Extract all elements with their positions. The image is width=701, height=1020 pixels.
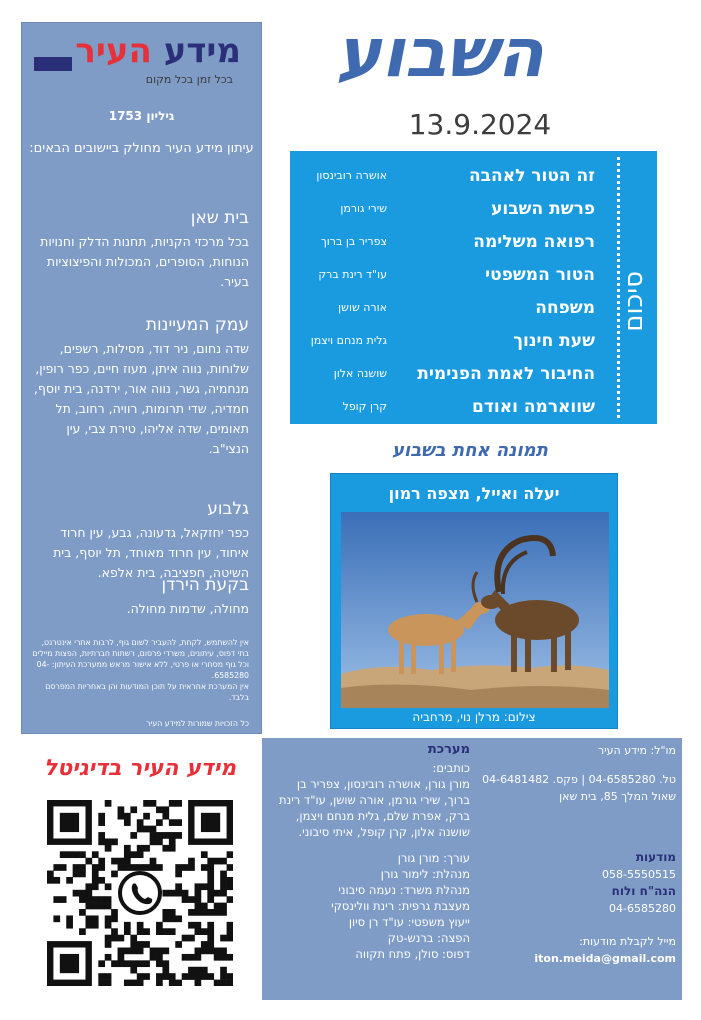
publisher-address: שאול המלך 85, בית שאן [559,790,676,803]
column-author: גלית מנחם ויצמן [310,334,387,347]
logo-word-blue: מידע [163,31,241,71]
photo-card [330,473,618,729]
editorial-heading: מערכת [427,742,470,757]
logo-tagline: בכל זמן בכל מקום [145,73,233,86]
ibex-illustration [341,512,609,708]
staff-row: הפצה: ברנש-טק [387,931,470,945]
contents-item[interactable] [295,291,595,324]
region-gilboa [31,499,249,583]
masthead-logo [32,31,253,91]
ibex-photo[interactable] [341,512,609,708]
region-bikat-hayarden [31,575,249,619]
region-places: בכל מרכזי הקניות, תחנות הדלק וחנויות הנוחות, הסופרים, המכולות והפיצוציות בעיר. [40,234,249,289]
publisher-phones[interactable]: טל. 04-6585280 | פקס. 04-6481482 [482,773,676,786]
logo-badge [34,57,72,71]
email-link[interactable]: iton.meida@gmail.com [534,952,676,965]
staff-row: מעצבת גרפית: רינת וולינסקי [331,899,470,913]
column-author: קרן קופל [342,400,387,413]
contents-item[interactable] [295,192,595,225]
writers-list: מורן גורן, אושרה רובינסון, צפריר בן ברוך, שירי גורמן, אורה שושן, עו"ד רינת ברק, אפרת שלם, גלית מנחם ויצמן, שושנה אלון, קרן קופל, איתי סיבוני. [279,777,470,839]
column-title: שווארמה ואודם [472,396,595,417]
region-beit-shean [31,208,249,292]
writers-label: כותבים: [432,761,470,775]
imprint-box [262,738,682,1000]
region-name: עמק המעיינות [145,315,249,335]
column-author: צפריר בן ברוך [320,235,387,248]
distribution-panel [21,22,262,734]
staff-row: עורך: מורן גורן [397,851,470,865]
staff-row: ייעוץ משפטי: עו"ד רן סיון [348,915,470,929]
contents-item[interactable] [295,324,595,357]
issue-number: גיליון 1753 [108,109,175,123]
region-name: בקעת הירדן [161,575,249,595]
region-name: גלבוע [207,499,249,519]
whatsapp-qr-code[interactable] [47,800,233,986]
column-title: משפחה [535,297,595,318]
staff-row: דפוס: סולן, פתח תקווה [355,947,470,961]
contents-item[interactable] [295,225,595,258]
column-title: שעת חינוך [513,330,595,351]
logo-word-red: העיר [75,31,152,71]
accounts-label: הנה"ח ולוח [611,884,676,898]
column-author: שושנה אלון [333,367,387,380]
email-label: מייל לקבלת מודעות: [579,935,676,948]
photo-section-heading: תמונה אחת בשבוע [392,440,548,461]
column-title: החיבור לאמת הפנימית [417,363,595,384]
region-name: בית שאן [190,208,249,228]
column-title: רפואה משלימה [473,231,595,252]
column-author: עו"ד רינת ברק [318,268,387,281]
legal-disclaimer: אין להשתמש, לקחת, להעביר לשום גוף, לרבות אתרי אינטרנט, בתי דפוס, עיתונים, משרדי פרסום, רשתות חברתיות, הפצות מיילים וכל גוף מסחרי או פרטי, ללא אישור מראש ממערכת העיתון: 04-6585280. אין המערכת אחראית על תוכן המודעות והן באחריות המפרסם בלבד. [32,638,249,702]
ads-label: מודעות [635,850,676,864]
column-author: אושרה רובינסון [316,169,387,182]
column-title: פרשת השבוע [491,198,595,219]
publisher-name: מו"ל: מידע העיר [597,744,676,757]
accounts-phone[interactable]: 04-6585280 [609,902,676,915]
contents-list [295,159,595,423]
ads-phone[interactable]: 058-5550515 [602,868,676,881]
column-title: הטור המשפטי [485,264,595,285]
region-places: שדה נחום, ניר דוד, מסילות, רשפים, שלוחות, נווה איתן, מעוז חיים, כפר רופין, מנחמיה, גשר, נווה אור, ירדנה, בית יוסף, חמדיה, שדי תרומות, רוויה, רחוב, תל תאומים, שדה אליהו, טירת צבי, עין הנצי"ב. [33,341,249,456]
whatsapp-icon [120,873,160,913]
digital-heading: מידע העיר בדיגיטל [43,756,237,781]
photo-caption: יעלה ואייל, מצפה רמון [388,484,560,503]
copyright-notice: כל הזכויות שמורות למידע העיר [146,719,249,728]
column-author: שירי גורמן [340,202,387,215]
editorial-staff [270,742,470,962]
contents-item[interactable] [295,258,595,291]
region-emek-hamaayanot [31,315,249,459]
logo-wordmark [75,31,241,71]
issue-date: 13.9.2024 [408,108,552,141]
qr-graphic [47,800,233,986]
region-places: מחולה, שדמות מחולה. [126,601,249,616]
region-places: כפר יחזקאל, גדעונה, גבע, עין חרוד איחוד, עין חרוד מאוחד, תל יוסף, בית השיטה, חפציבה, בית אלפא. [53,525,249,580]
page-title: השבוע [336,14,544,93]
contents-item[interactable] [295,357,595,390]
contents-item[interactable] [295,390,595,423]
photo-credit: צילום: מרלן נוי, מרחביה [412,710,536,724]
contents-item[interactable] [295,159,595,192]
staff-row: מנהלת משרד: נעמה סיבוני [338,883,470,897]
distribution-intro: עיתון מידע העיר מחולק ביישובים הבאים: [29,141,254,156]
contents-box [290,151,657,424]
contents-label: סיכום [619,271,649,332]
column-author: אורה שושן [338,301,387,314]
column-title: זה הטור לאהבה [468,165,595,186]
staff-row: מנהלת: לימור גורן [380,867,470,881]
publisher-info [476,742,676,967]
